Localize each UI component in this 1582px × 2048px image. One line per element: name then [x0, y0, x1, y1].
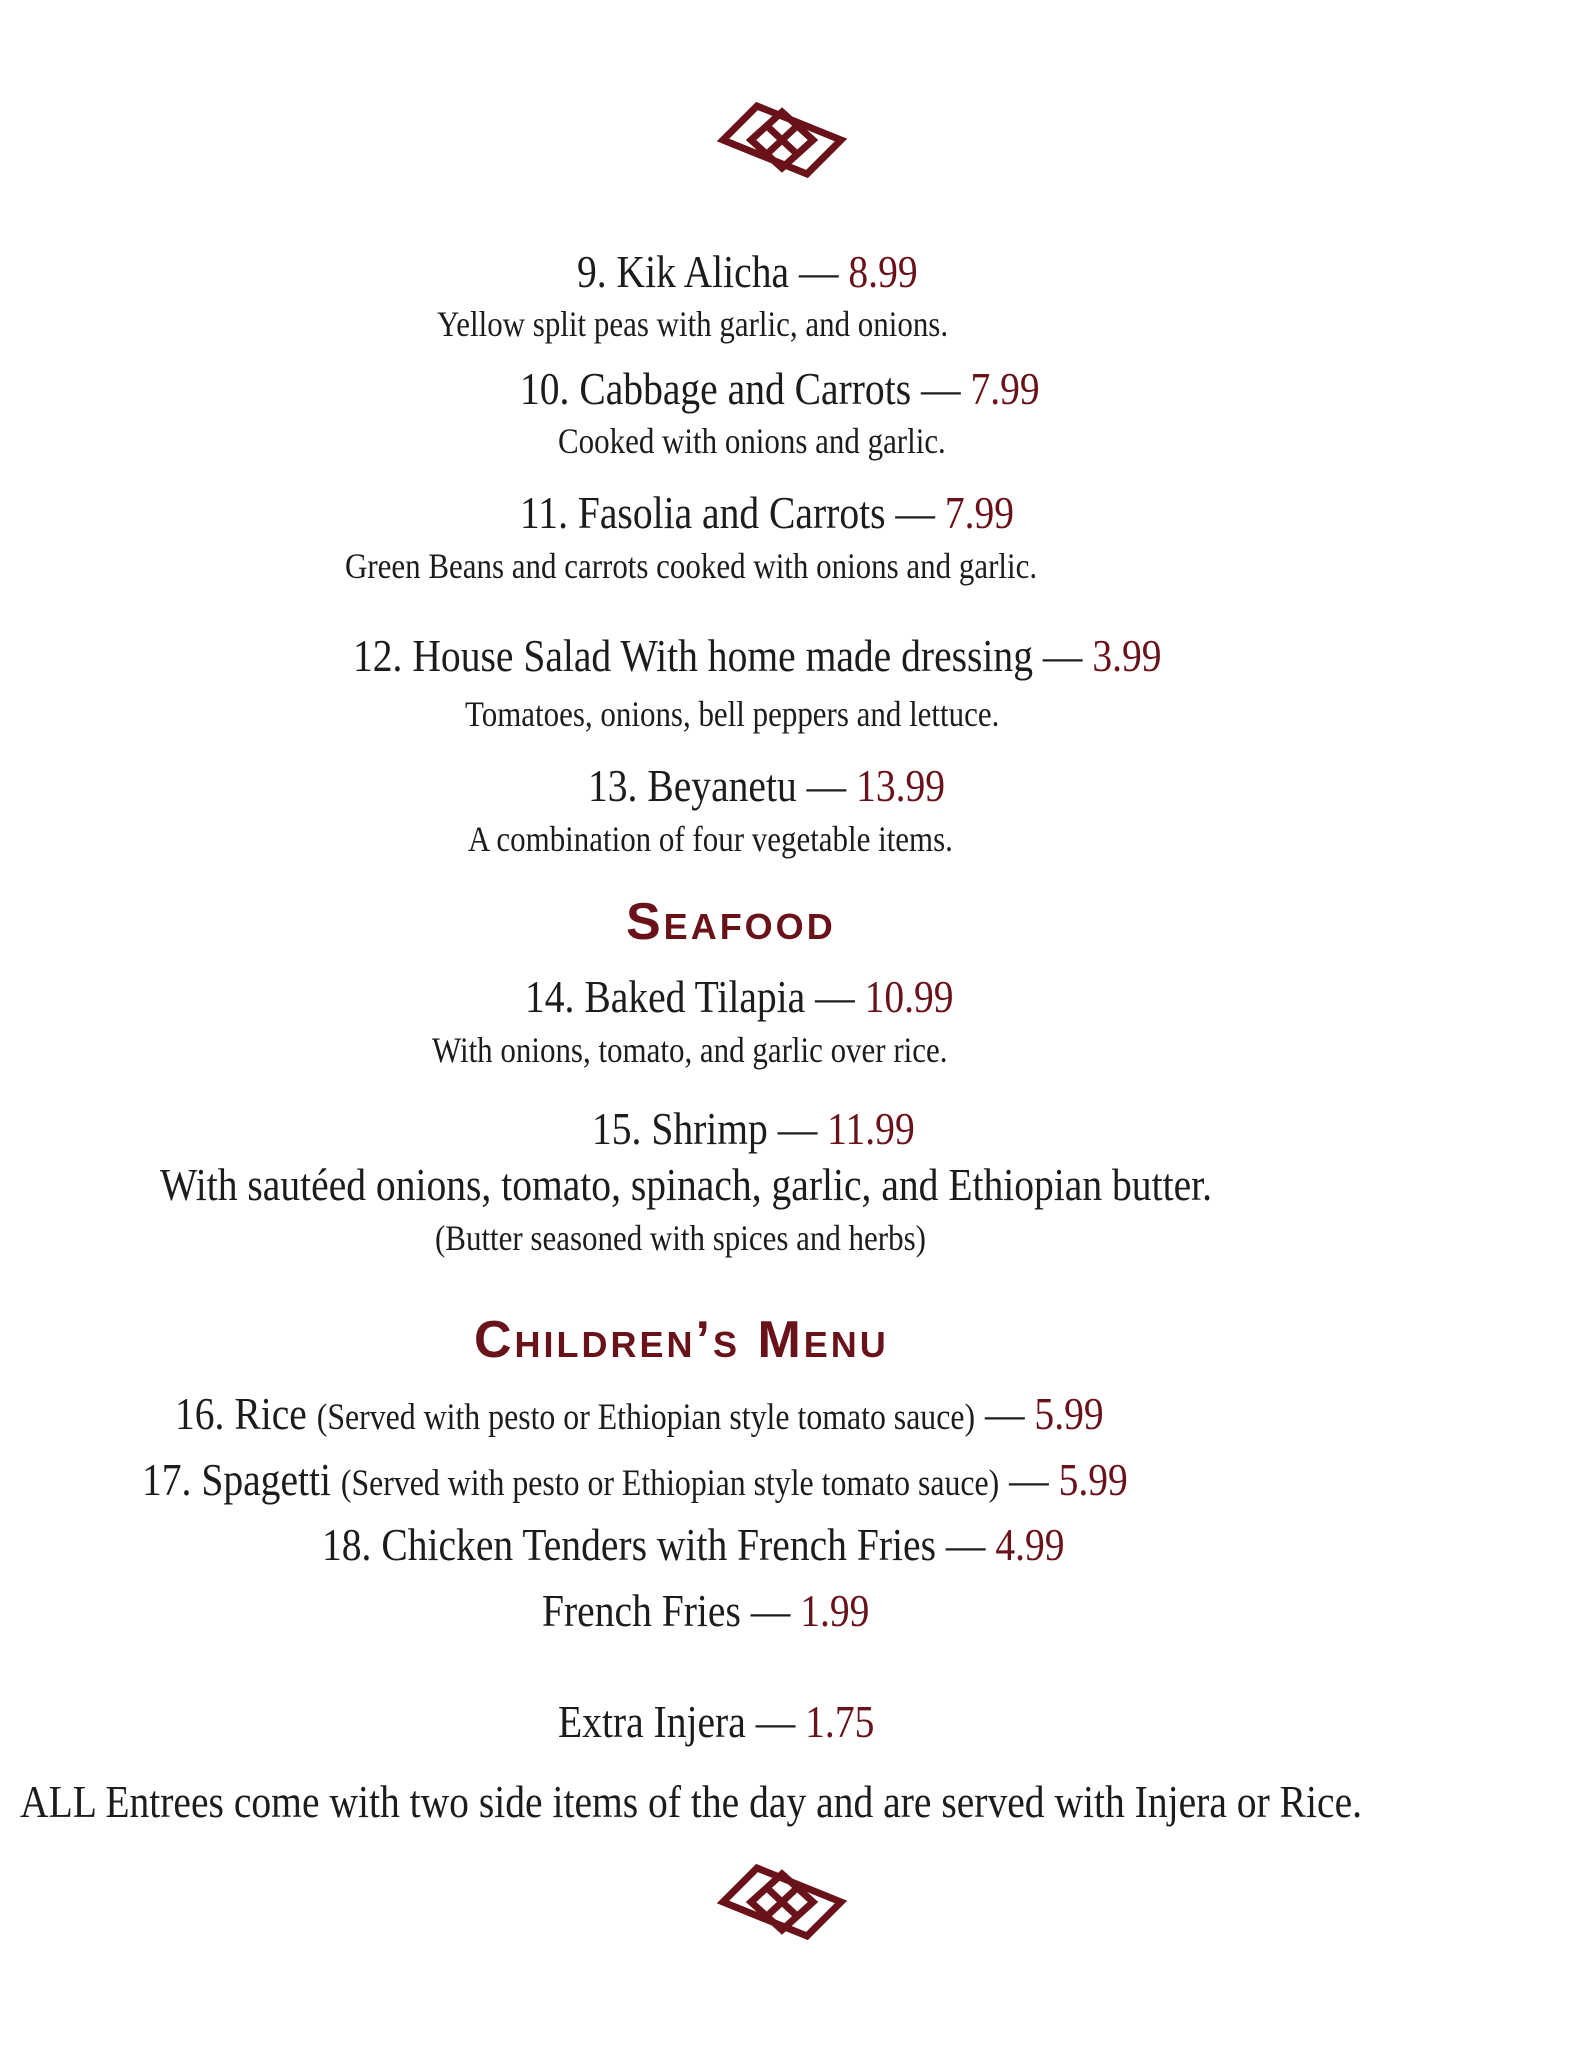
price: 8.99: [848, 246, 918, 297]
menu-item-description: Tomatoes, onions, bell peppers and lettuce.: [465, 694, 1000, 734]
endless-knot-icon: [717, 1862, 847, 1942]
price: 5.99: [1034, 1388, 1104, 1439]
endless-knot-icon: [717, 100, 847, 180]
price: 10.99: [864, 971, 954, 1022]
menu-item-note: (Butter seasoned with spices and herbs): [435, 1218, 926, 1258]
menu-item-description: A combination of four vegetable items.: [468, 819, 953, 859]
menu-item-title: 9. Kik Alicha — 8.99: [577, 246, 918, 297]
menu-item-title: Extra Injera — 1.75: [558, 1696, 875, 1747]
section-heading-childrens-menu: Children’s Menu: [474, 1311, 889, 1369]
menu-item-description: Cooked with onions and garlic.: [558, 421, 946, 461]
price: 5.99: [1058, 1454, 1128, 1505]
price: 1.99: [800, 1585, 870, 1636]
section-heading-seafood: Seafood: [626, 893, 836, 951]
menu-item-title: 13. Beyanetu — 13.99: [588, 760, 946, 811]
price: 4.99: [995, 1519, 1065, 1570]
menu-item-description: Yellow split peas with garlic, and onions.: [437, 304, 949, 344]
menu-item-title: 18. Chicken Tenders with French Fries — 4.99: [322, 1519, 1065, 1570]
menu-item-detail: (Served with pesto or Ethiopian style tomato sauce): [316, 1397, 976, 1438]
price: 3.99: [1092, 630, 1162, 681]
menu-item-title: French Fries — 1.99: [542, 1585, 870, 1636]
menu-item-title: 15. Shrimp — 11.99: [592, 1103, 915, 1154]
menu-item-title: 17. Spagetti (Served with pesto or Ethiopian style tomato sauce) — 5.99: [142, 1454, 1128, 1505]
footer-note: ALL Entrees come with two side items of the day and are served with Injera or Rice.: [20, 1776, 1363, 1827]
price: 13.99: [856, 760, 946, 811]
menu-item-detail: (Served with pesto or Ethiopian style tomato sauce): [340, 1463, 1000, 1504]
price: 1.75: [805, 1696, 875, 1747]
menu-item-description: Green Beans and carrots cooked with onions and garlic.: [345, 546, 1038, 586]
price: 7.99: [944, 487, 1015, 538]
menu-item-title: 10. Cabbage and Carrots — 7.99: [520, 363, 1040, 414]
menu-item-title: 14. Baked Tilapia — 10.99: [525, 971, 954, 1022]
price: 7.99: [970, 363, 1040, 414]
price: 11.99: [827, 1103, 915, 1154]
menu-item-title: 12. House Salad With home made dressing — 3.99: [353, 630, 1162, 681]
menu-item-description: With onions, tomato, and garlic over rice.: [432, 1030, 948, 1070]
menu-item-description: With sautéed onions, tomato, spinach, garlic, and Ethiopian butter.: [160, 1159, 1213, 1210]
menu-item-title: 11. Fasolia and Carrots — 7.99: [520, 487, 1015, 538]
menu-item-title: 16. Rice (Served with pesto or Ethiopian style tomato sauce) — 5.99: [175, 1388, 1104, 1439]
